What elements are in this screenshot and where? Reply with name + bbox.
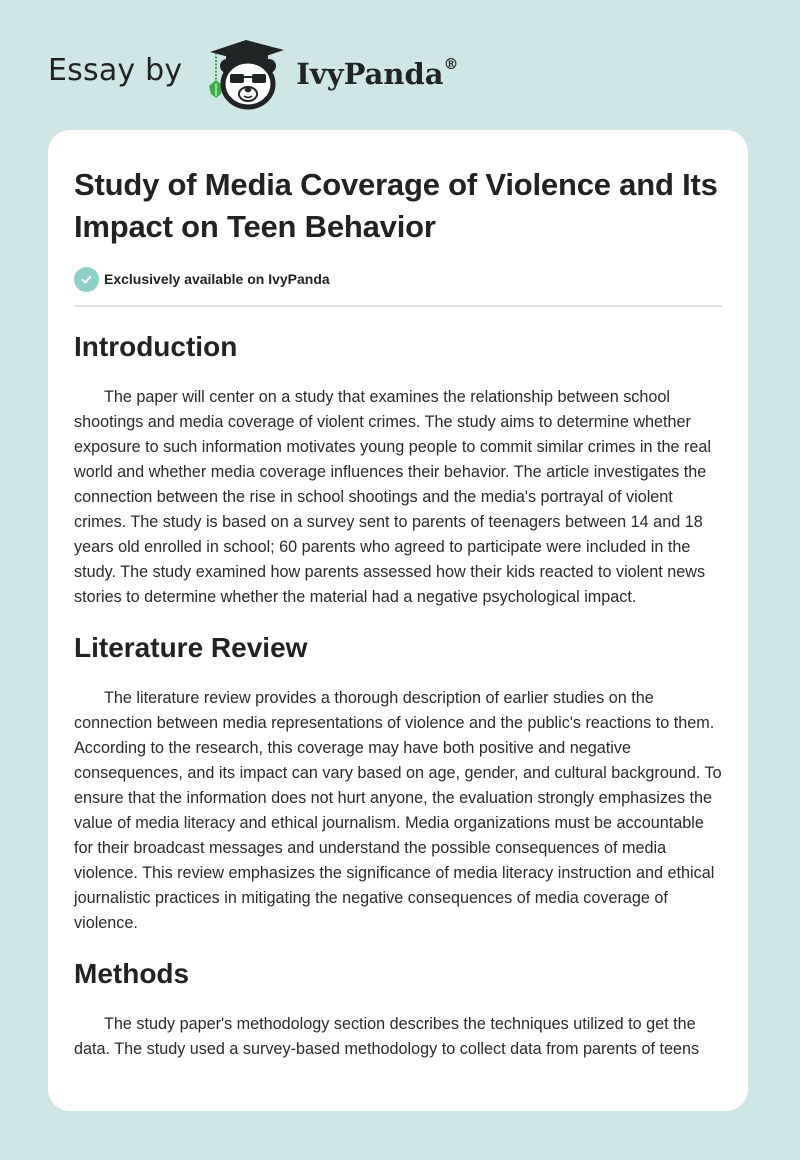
page-title: Study of Media Coverage of Violence and Its Impact on Teen Behavior bbox=[74, 167, 718, 244]
panda-graduate-icon[interactable] bbox=[200, 36, 290, 110]
section-literature-review bbox=[74, 630, 722, 936]
check-circle-icon bbox=[74, 267, 99, 292]
exclusive-label: Exclusively available on IvyPanda bbox=[104, 271, 330, 287]
section-body: The study paper's methodology section describes the techniques utilized to get the data. The study used a survey-based methodology to collect data from parents of teens bbox=[74, 1015, 700, 1058]
section-heading: Literature Review bbox=[74, 632, 308, 663]
section-heading: Methods bbox=[74, 958, 190, 989]
title-divider bbox=[74, 305, 722, 307]
exclusive-badge bbox=[74, 266, 722, 292]
brand-text: IvyPanda bbox=[296, 57, 444, 91]
essay-card bbox=[48, 130, 748, 1111]
section-body: The paper will center on a study that examines the relationship between school shootings and media coverage of violent crimes. The study aims to determine whether exposure to such information motivates young people to commit similar crimes in the real world and whether media coverage influences their behavior. The article investigates the connection between the rise in school shootings and the media's portrayal of violent crimes. The study is based on a survey sent to parents of teenagers between 14 and 18 years old enrolled in school; 60 parents who agreed to participate were included in the study. The study examined how parents assessed how their kids reacted to violent news stories to determine whether the material had a negative psychological impact. bbox=[74, 388, 711, 606]
section-heading: Introduction bbox=[74, 331, 238, 362]
section-introduction bbox=[74, 329, 722, 610]
brand-name[interactable] bbox=[296, 57, 458, 91]
section-methods bbox=[74, 956, 722, 1062]
essay-by-label: Essay by bbox=[48, 52, 183, 88]
section-body: The literature review provides a thorough description of earlier studies on the connection between media representations of violence and the public's reactions to them. According to the research, this coverage may have both positive and negative consequences, and its impact can vary based on age, gender, and cultural background. To ensure that the information does not hurt anyone, the evaluation strongly emphasizes the value of media literacy and ethical journalism. Media organizations must be accountable for their broadcast messages and understand the possible consequences of media violence. This review emphasizes the significance of media literacy instruction and ethical journalistic practices in mitigating the negative consequences of media coverage of violence. bbox=[74, 689, 722, 932]
trademark-symbol: ® bbox=[443, 55, 459, 73]
site-header bbox=[48, 36, 459, 110]
